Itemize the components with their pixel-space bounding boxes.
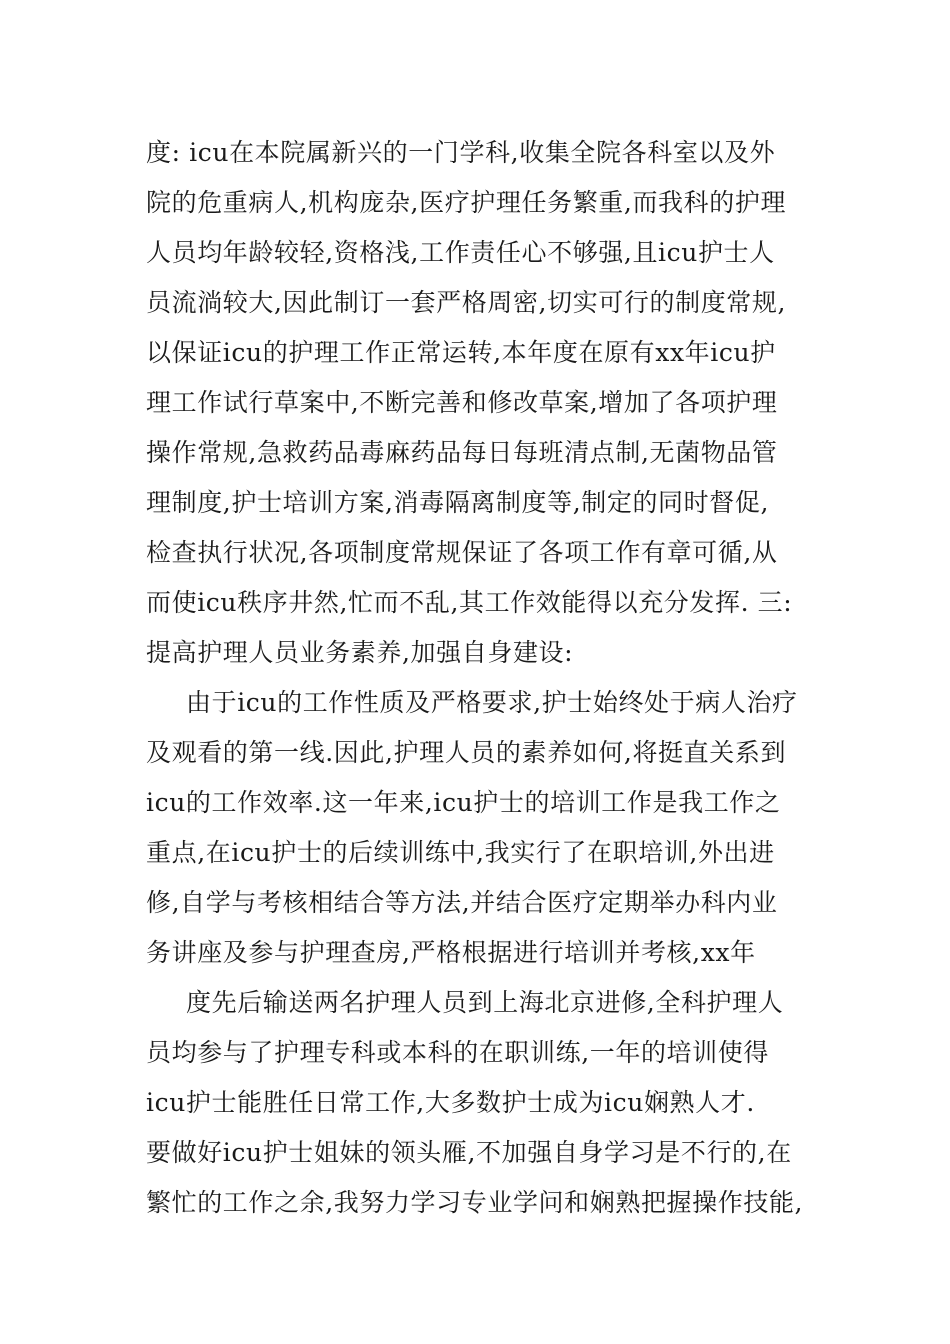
text-line: 理工作试行草案中,不断完善和修改草案,增加了各项护理 bbox=[146, 388, 778, 417]
body-text bbox=[146, 128, 816, 1228]
text-line: 员均参与了护理专科或本科的在职训练,一年的培训使得 bbox=[146, 1038, 769, 1067]
text-line: 检查执行状况,各项制度常规保证了各项工作有章可循,从 bbox=[146, 538, 778, 567]
text-line: 修,自学与考核相结合等方法,并结合医疗定期举办科内业 bbox=[146, 888, 778, 917]
text-line: icu的工作效率.这一年来,icu护士的培训工作是我工作之 bbox=[146, 788, 781, 817]
text-line: 及观看的第一线.因此,护理人员的素养如何,将挺直关系到 bbox=[146, 738, 787, 767]
text-line: 员流淌较大,因此制订一套严格周密,切实可行的制度常规, bbox=[146, 288, 787, 317]
text-line: icu护士能胜任日常工作,大多数护士成为icu娴熟人才. bbox=[146, 1088, 755, 1117]
text-line: 度: icu在本院属新兴的一门学科,收集全院各科室以及外 bbox=[146, 138, 776, 167]
text-line: 要做好icu护士姐妹的领头雁,不加强自身学习是不行的,在 bbox=[146, 1138, 792, 1167]
paragraph-first-line: 由于icu的工作性质及严格要求,护士始终处于病人治疗 bbox=[186, 688, 798, 717]
text-line: 繁忙的工作之余,我努力学习专业学问和娴熟把握操作技能, bbox=[146, 1188, 804, 1217]
text-line: 操作常规,急救药品毒麻药品每日每班清点制,无菌物品管 bbox=[146, 438, 778, 467]
text-line: 人员均年龄较轻,资格浅,工作责任心不够强,且icu护士人 bbox=[146, 238, 775, 267]
text-line: 重点,在icu护士的后续训练中,我实行了在职培训,外出进 bbox=[146, 838, 775, 867]
text-line: 院的危重病人,机构庞杂,医疗护理任务繁重,而我科的护理 bbox=[146, 188, 787, 217]
paragraph-first-line: 度先后输送两名护理人员到上海北京进修,全科护理人 bbox=[186, 988, 784, 1017]
text-line: 务讲座及参与护理查房,严格根据进行培训并考核,xx年 bbox=[146, 938, 756, 967]
text-line: 理制度,护士培训方案,消毒隔离制度等,制定的同时督促, bbox=[146, 488, 769, 517]
text-line: 以保证icu的护理工作正常运转,本年度在原有xx年icu护 bbox=[146, 338, 776, 367]
section-heading-line: 提高护理人员业务素养,加强自身建设: bbox=[146, 638, 574, 667]
text-line: 而使icu秩序井然,忙而不乱,其工作效能得以充分发挥. 三: bbox=[146, 588, 793, 617]
